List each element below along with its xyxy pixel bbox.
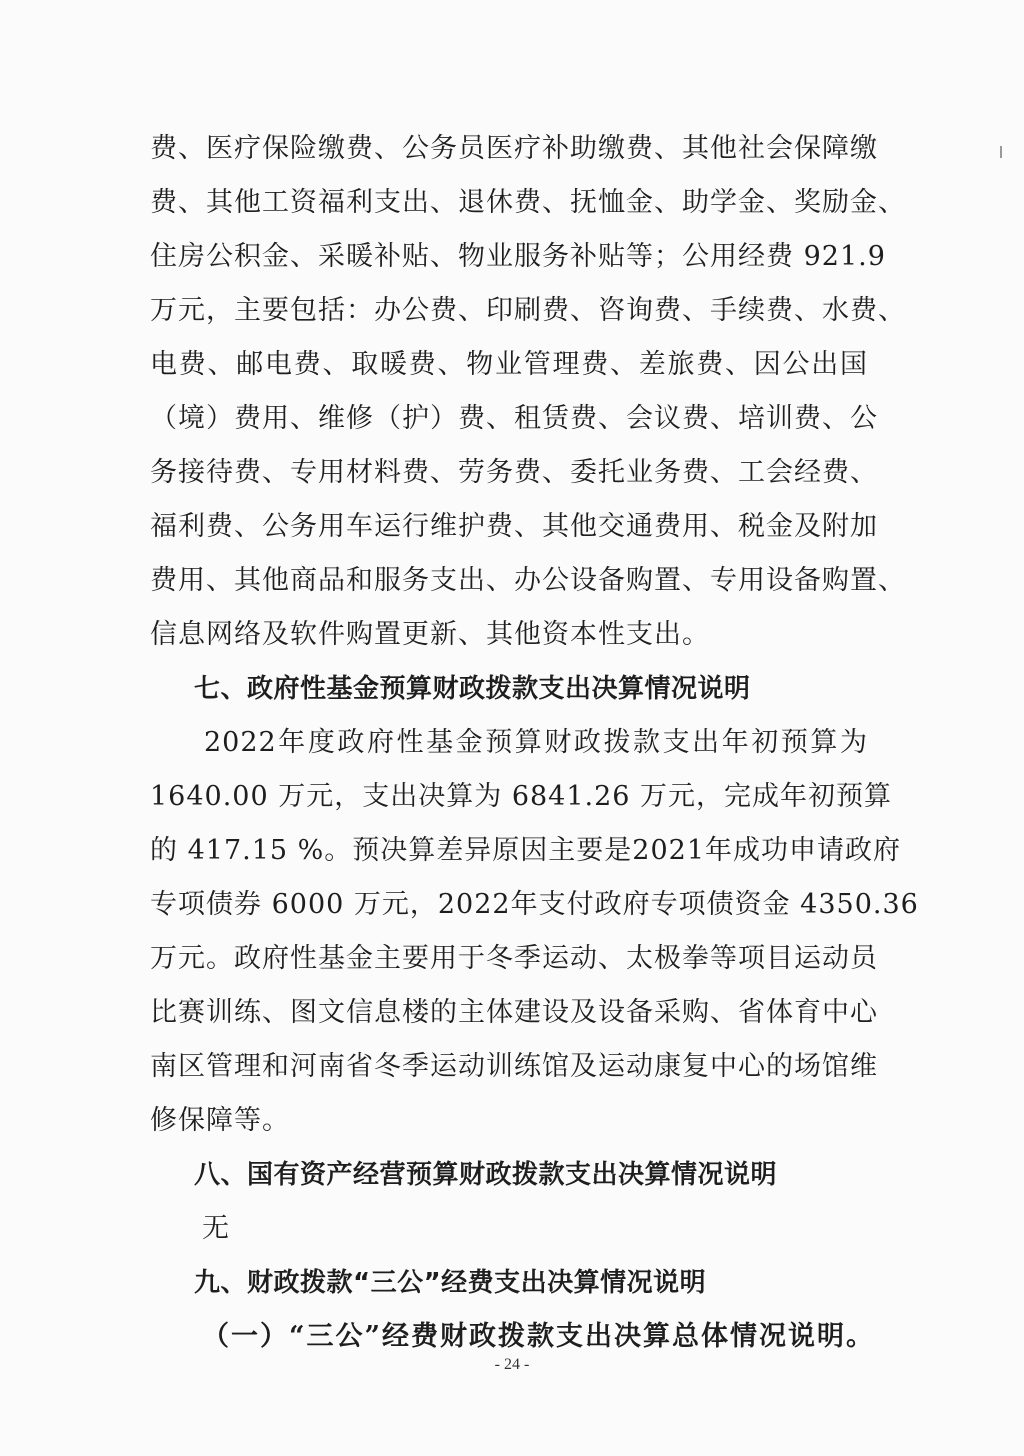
paragraph-expense-list bbox=[150, 122, 906, 662]
text-line: 的 417.15 %。预决算差异原因主要是2021年成功申请政府 bbox=[150, 835, 902, 866]
text-line: 万元，主要包括：办公费、印刷费、咨询费、手续费、水费、 bbox=[150, 295, 906, 326]
text-line: 2022年度政府性基金预算财政拨款支出年初预算为 bbox=[204, 727, 868, 758]
paragraph-fund-budget bbox=[150, 716, 919, 1148]
text-line: 费、其他工资福利支出、退休费、抚恤金、助学金、奖励金、 bbox=[150, 187, 906, 218]
text-line: 比赛训练、图文信息楼的主体建设及设备采购、省体育中心 bbox=[150, 997, 878, 1028]
scan-mark bbox=[1000, 146, 1002, 158]
text-line: 信息网络及软件购置更新、其他资本性支出。 bbox=[150, 619, 710, 650]
text-line: 1640.00 万元，支出决算为 6841.26 万元，完成年初预算 bbox=[150, 781, 893, 812]
section-heading-9: 九、财政拨款“三公”经费支出决算情况说明 bbox=[194, 1268, 707, 1298]
text-line: 南区管理和河南省冬季运动训练馆及运动康复中心的场馆维 bbox=[150, 1051, 878, 1082]
text-line: 电费、邮电费、取暖费、物业管理费、差旅费、因公出国 bbox=[150, 349, 868, 380]
text-line: 福利费、公务用车运行维护费、其他交通费用、税金及附加 bbox=[150, 511, 878, 542]
document-body bbox=[150, 122, 919, 1364]
text-line: （境）费用、维修（护）费、租赁费、会议费、培训费、公 bbox=[150, 403, 878, 434]
text-line: 费、医疗保险缴费、公务员医疗补助缴费、其他社会保障缴 bbox=[150, 133, 878, 164]
text-line: 务接待费、专用材料费、劳务费、委托业务费、工会经费、 bbox=[150, 457, 878, 488]
text-line: 万元。政府性基金主要用于冬季运动、太极拳等项目运动员 bbox=[150, 943, 878, 974]
paragraph-none: 无 bbox=[202, 1213, 229, 1244]
text-line: 修保障等。 bbox=[150, 1105, 290, 1136]
text-line: 费用、其他商品和服务支出、办公设备购置、专用设备购置、 bbox=[150, 565, 906, 596]
section-heading-7: 七、政府性基金预算财政拨款支出决算情况说明 bbox=[194, 674, 751, 704]
text-line: 专项债券 6000 万元，2022年支付政府专项债资金 4350.36 bbox=[150, 889, 919, 920]
section-heading-8: 八、国有资产经营预算财政拨款支出决算情况说明 bbox=[194, 1160, 778, 1190]
page-number: - 24 - bbox=[494, 1356, 530, 1373]
subsection-heading-9-1: （一）“三公”经费财政拨款支出决算总体情况说明。 bbox=[202, 1321, 876, 1352]
text-line: 住房公积金、采暖补贴、物业服务补贴等；公用经费 921.9 bbox=[150, 241, 886, 272]
